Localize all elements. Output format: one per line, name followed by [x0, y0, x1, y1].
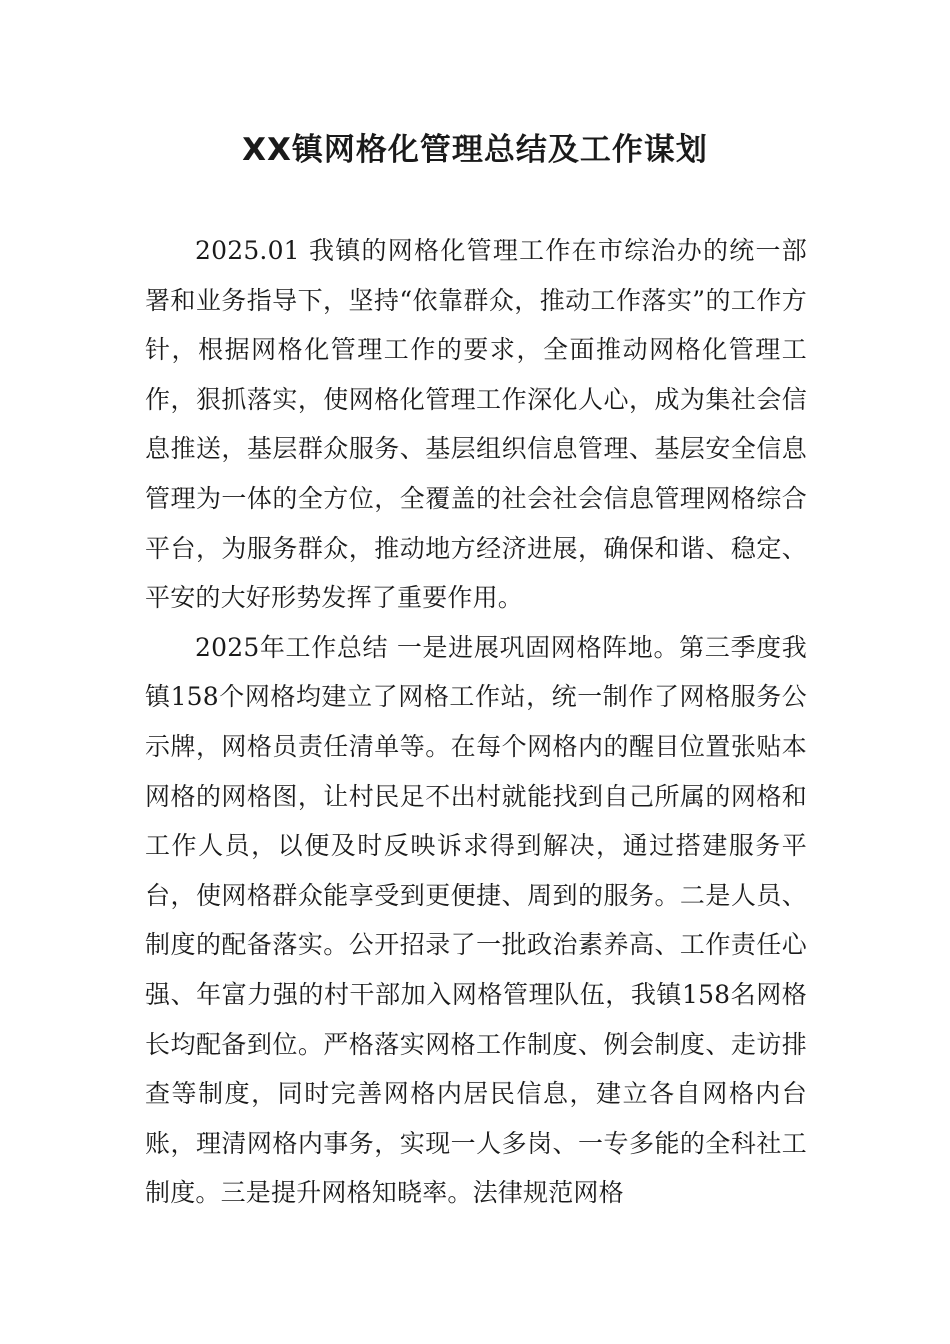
document-body: [145, 226, 807, 1218]
paragraph-summary: 2025年工作总结 一是进展巩固网格阵地。第三季度我镇158个网格均建立了网格工作站，统一制作了网格服务公示牌，网格员责任清单等。在每个网格内的醒目位置张贴本网格的网格图，让村民足不出村就能找到自己所属的网格和工作人员，以便及时反映诉求得到解决，通过搭建服务平台，使网格群众能享受到更便捷、周到的服务。二是人员、制度的配备落实。公开招录了一批政治素养高、工作责任心强、年富力强的村干部加入网格管理队伍，我镇158名网格长均配备到位。严格落实网格工作制度、例会制度、走访排查等制度，同时完善网格内居民信息，建立各自网格内台账，理清网格内事务，实现一人多岗、一专多能的全科社工制度。三是提升网格知晓率。法律规范网格: [145, 632, 807, 1208]
document-title: XX镇网格化管理总结及工作谋划: [242, 132, 708, 168]
paragraph-intro: 2025.01 我镇的网格化管理工作在市综治办的统一部署和业务指导下，坚持“依靠群众，推动工作落实”的工作方针，根据网格化管理工作的要求，全面推动网格化管理工作，狠抓落实，使网格化管理工作深化人心，成为集社会信息推送，基层群众服务、基层组织信息管理、基层安全信息管理为一体的全方位，全覆盖的社会社会信息管理网格综合平台，为服务群众，推动地方经济进展，确保和谐、稳定、平安的大好形势发挥了重要作用。: [145, 236, 807, 613]
